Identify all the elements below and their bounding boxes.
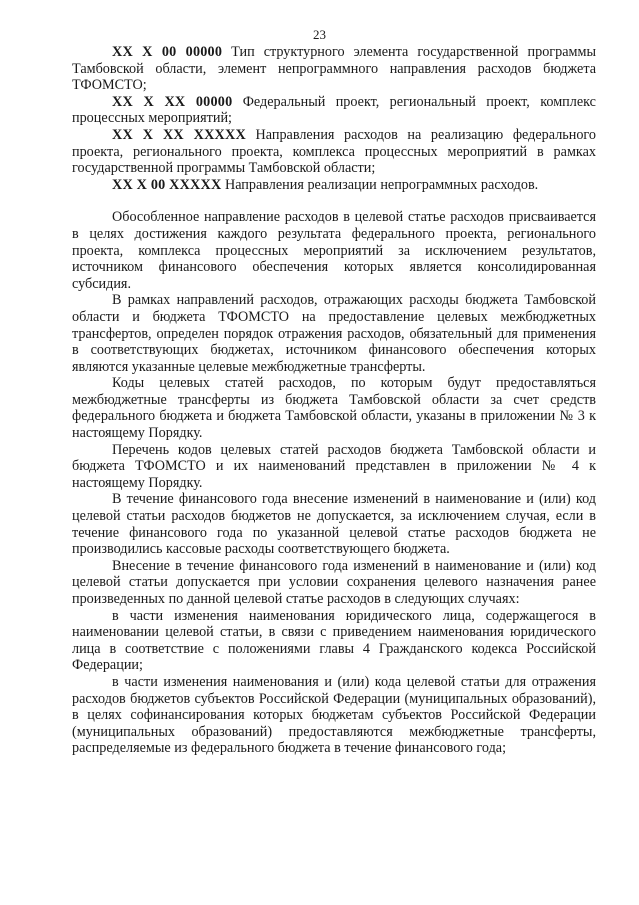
code-description: Тип структурного элемента государственной программы Тамбовской области, элемент непрограммного направления расходов бюджета ТФОМСТО;	[72, 44, 596, 94]
code-value: ХХ Х 00 ХХХХХ	[112, 176, 222, 193]
paragraph: Перечень кодов целевых статей расходов бюджета Тамбовской области и бюджета ТФОМСТО и их наименований представлен в приложении № 4 к настоящему Порядку.	[72, 441, 596, 491]
code-description: Федеральный проект, региональный проект, комплекс процессных мероприятий;	[72, 93, 596, 127]
code-definition	[72, 94, 596, 127]
code-definition	[72, 177, 596, 194]
paragraph: Коды целевых статей расходов, по которым будут предоставляться межбюджетные трансферты из бюджета Тамбовской области за счет средств федерального бюджета и бюджета Тамбовской области, указаны в приложении № 3 к настоящему Порядку.	[72, 375, 596, 442]
code-definition	[72, 127, 596, 177]
paragraph: в части изменения наименования юридического лица, содержащегося в наименовании целевой статьи, в связи с приведением наименования юридического лица в соответствие с положениями главы 4 Гражданского кодекса Российской Федерации;	[72, 607, 596, 674]
paragraph: В рамках направлений расходов, отражающих расходы бюджета Тамбовской области и бюджета ТФОМСТО на предоставление целевых межбюджетных трансфертов, определен порядок отражения расходов, обязательный для применения в соответствующих бюджетах, источником финансового обеспечения которых являются указанные целевые межбюджетные трансферты.	[72, 292, 596, 375]
code-value: ХХ Х ХХ 00000	[112, 93, 233, 110]
code-description: Направления реализации непрограммных расходов.	[224, 176, 539, 193]
spacer	[72, 193, 596, 209]
paragraph: Внесение в течение финансового года изменений в наименование и (или) код целевой статьи допускается при условии сохранения целевого назначения ранее произведенных по данной целевой статье расходов в следующих случаях:	[72, 557, 596, 607]
paragraph: В течение финансового года внесение изменений в наименование и (или) код целевой статьи расходов бюджетов не допускается, за исключением случая, если в течение финансового года по указанной целевой статье расходов бюджета не производились кассовые расходы соответствующего бюджета.	[72, 491, 596, 558]
document-body	[72, 44, 596, 757]
code-description: Направления расходов на реализацию федерального проекта, регионального проекта, комплекса процессных мероприятий в рамках государственной программы Тамбовской области;	[72, 126, 596, 177]
code-definition	[72, 44, 596, 94]
code-value: ХХ Х ХХ ХХХХХ	[112, 126, 246, 143]
paragraph: в части изменения наименования и (или) кода целевой статьи для отражения расходов бюджетов субъектов Российской Федерации (муниципальных образований), в целях софинансирования которых бюджетам субъектов Российской Федерации (муниципальных образований) предоставляются межбюджетные трансферты, распределяемые из федерального бюджета в течение финансового года;	[72, 673, 596, 757]
code-value: ХХ Х 00 00000	[112, 44, 223, 60]
paragraph: Обособленное направление расходов в целевой статье расходов присваивается в целях достижения каждого результата федерального проекта, регионального проекта, комплекса процессных мероприятий за исключением результатов, источником финансового обеспечения которых является консолидированная субсидия.	[72, 209, 596, 292]
page-number: 23	[313, 27, 326, 42]
